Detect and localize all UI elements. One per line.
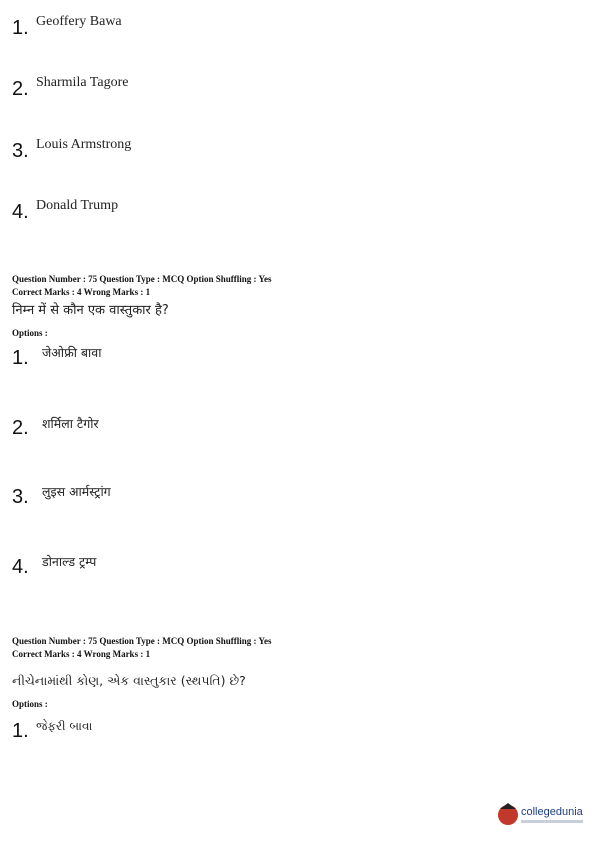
option-number: 3. — [12, 140, 29, 162]
question-text: निम्न में से कौन एक वास्तुकार है? — [12, 303, 169, 318]
question-meta-line1: Question Number : 75 Question Type : MCQ Option Shuffling : Yes — [12, 636, 272, 646]
option-text: लुइस आर्मस्ट्रांग — [42, 484, 111, 499]
collegedunia-logo[interactable] — [498, 803, 588, 829]
question-meta-line2: Correct Marks : 4 Wrong Marks : 1 — [12, 287, 151, 297]
option-number: 1. — [12, 347, 29, 369]
option-text: Geoffery Bawa — [36, 14, 122, 29]
question-meta-line1: Question Number : 75 Question Type : MCQ Option Shuffling : Yes — [12, 274, 272, 284]
options-label: Options : — [12, 328, 48, 338]
option-number: 2. — [12, 78, 29, 100]
option-text: Donald Trump — [36, 198, 119, 213]
option-number: 1. — [12, 17, 29, 39]
option-text: शर्मिला टैगोर — [42, 416, 99, 431]
option-text: Sharmila Tagore — [36, 75, 129, 90]
logo-text: collegedunia — [521, 806, 583, 818]
question-meta-line2: Correct Marks : 4 Wrong Marks : 1 — [12, 649, 151, 659]
logo-tagline-bar — [521, 820, 583, 823]
cap-top-icon — [500, 803, 516, 809]
option-number: 2. — [12, 417, 29, 439]
option-number: 4. — [12, 556, 29, 578]
option-text: डोनाल्ड ट्रम्प — [42, 554, 97, 569]
option-number: 1. — [12, 720, 29, 742]
question-text: નીચેનામાંથી કોણ, એક વાસ્તુકાર (સ્થપતિ) છે? — [12, 673, 246, 688]
option-text: જેફરી બાવા — [36, 719, 93, 733]
option-text: जेओफ्री बावा — [42, 345, 102, 360]
option-text: Louis Armstrong — [36, 137, 132, 152]
option-number: 3. — [12, 486, 29, 508]
option-number: 4. — [12, 201, 29, 223]
options-label: Options : — [12, 699, 48, 709]
